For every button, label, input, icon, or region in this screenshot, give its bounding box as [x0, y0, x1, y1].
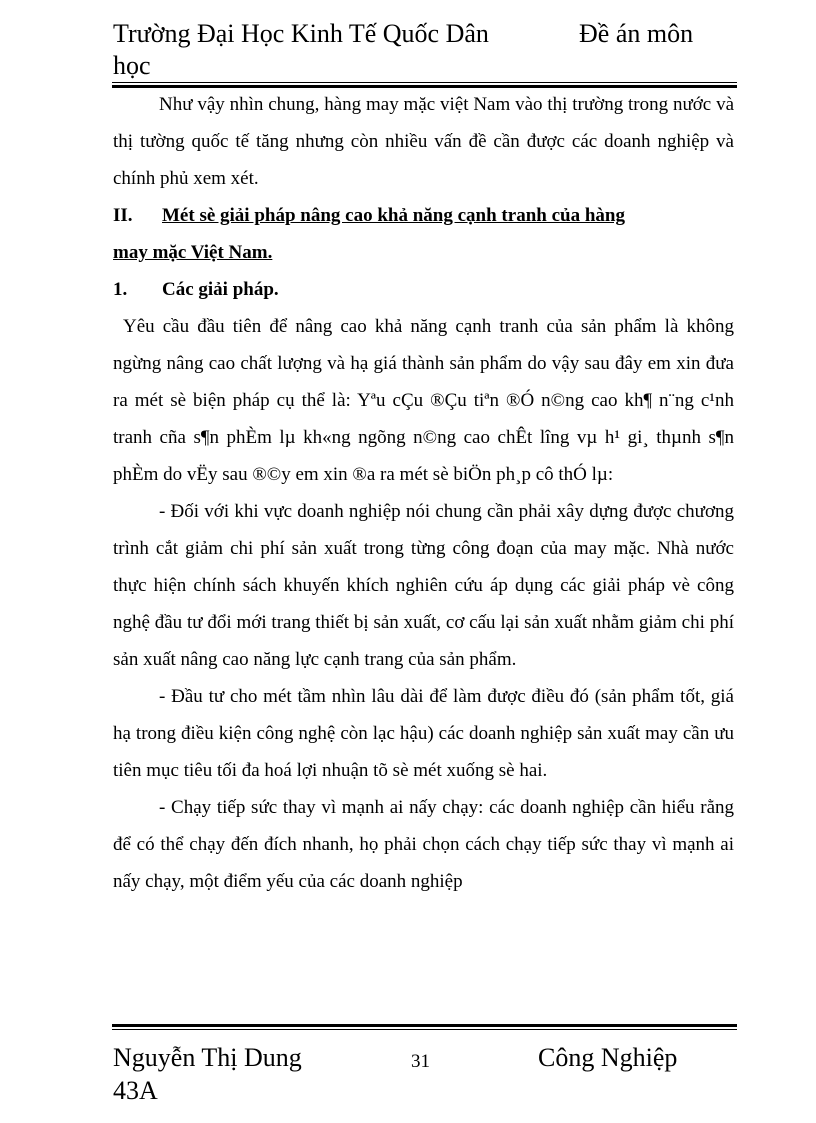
page-body — [113, 86, 734, 900]
footer-class: 43A — [113, 1076, 158, 1105]
section-title-line1: Mét sè giải pháp nâng cao khả năng cạnh tranh của hàng — [162, 205, 625, 226]
bullet-paragraph-1: - Đối với khi vực doanh nghiệp nói chung cần phải xây dựng được chương trình cắt giảm chi phí sản xuất trong từng công đoạn của may mặc. Nhà nước thực hiện chính sách khuyến khích nghiên cứu áp dụng các giải pháp vè công nghệ đầu tư đổi mới trang thiết bị sản xuất, cơ cấu lại sản xuất nhằm giảm chi phí sản xuất nâng cao năng lực cạnh trang của sản phẩm. — [113, 501, 734, 670]
subsection-title: Các giải pháp. — [162, 279, 279, 300]
header-doc-type: Đề án môn — [579, 19, 694, 48]
page-number: 31 — [411, 1051, 430, 1072]
header-school-name-continued: học — [113, 51, 151, 80]
header-school-name: Trường Đại Học Kinh Tế Quốc Dân — [113, 19, 489, 48]
subsection-heading — [113, 271, 734, 308]
footer-divider — [112, 1024, 737, 1030]
section-title-line2: may mặc Việt Nam. — [113, 242, 273, 263]
page-header — [113, 18, 743, 82]
footer-author-name: Nguyễn Thị Dung — [113, 1043, 302, 1072]
intro-paragraph: Như vậy nhìn chung, hàng may mặc việt Nam vào thị trường trong nước và thị tường quốc tế tăng nhưng còn nhiều vấn đề cần được các doanh nghiệp và chính phủ xem xét. — [113, 94, 734, 189]
main-paragraph: Yêu cầu đầu tiên để nâng cao khả năng cạnh tranh của sản phẩm là không ngừng nâng cao chất lượng và hạ giá thành sản phẩm do vậy sau đây em xin đưa ra mét sè biện pháp cụ thể là: Yªu cÇu ®Çu tiªn ®Ó n©ng cao kh¶ n¨ng c¹nh tranh cña s¶n phÈm lµ kh«ng ngõng n©ng cao chÊt lîng vµ h¹ gi¸ thµnh s¶n phÈm do vËy sau ®©y em xin ®a ra mét sè biÖn ph¸p cô thÓ lµ: — [113, 316, 734, 485]
bullet-paragraph-3: - Chạy tiếp sức thay vì mạnh ai nấy chạy: các doanh nghiệp cần hiểu rằng để có thể chạy đến đích nhanh, họ phải chọn cách chạy tiếp sức thay vì mạnh ai nấy chạy, một điểm yếu của các doanh nghiệp — [113, 797, 734, 892]
bullet-paragraph-2: - Đầu tư cho mét tầm nhìn lâu dài để làm được điều đó (sản phẩm tốt, giá hạ trong điều kiện công nghệ còn lạc hậu) các doanh nghiệp sản xuất may cần ưu tiên mục tiêu tối đa hoá lợi nhuận tõ sè mét xuống sè hai. — [113, 686, 734, 781]
footer-department: Công Nghiệp — [538, 1043, 678, 1072]
section-number: II. — [113, 205, 133, 226]
section-heading — [113, 197, 734, 271]
page-footer — [113, 1041, 743, 1107]
subsection-number: 1. — [113, 279, 128, 300]
